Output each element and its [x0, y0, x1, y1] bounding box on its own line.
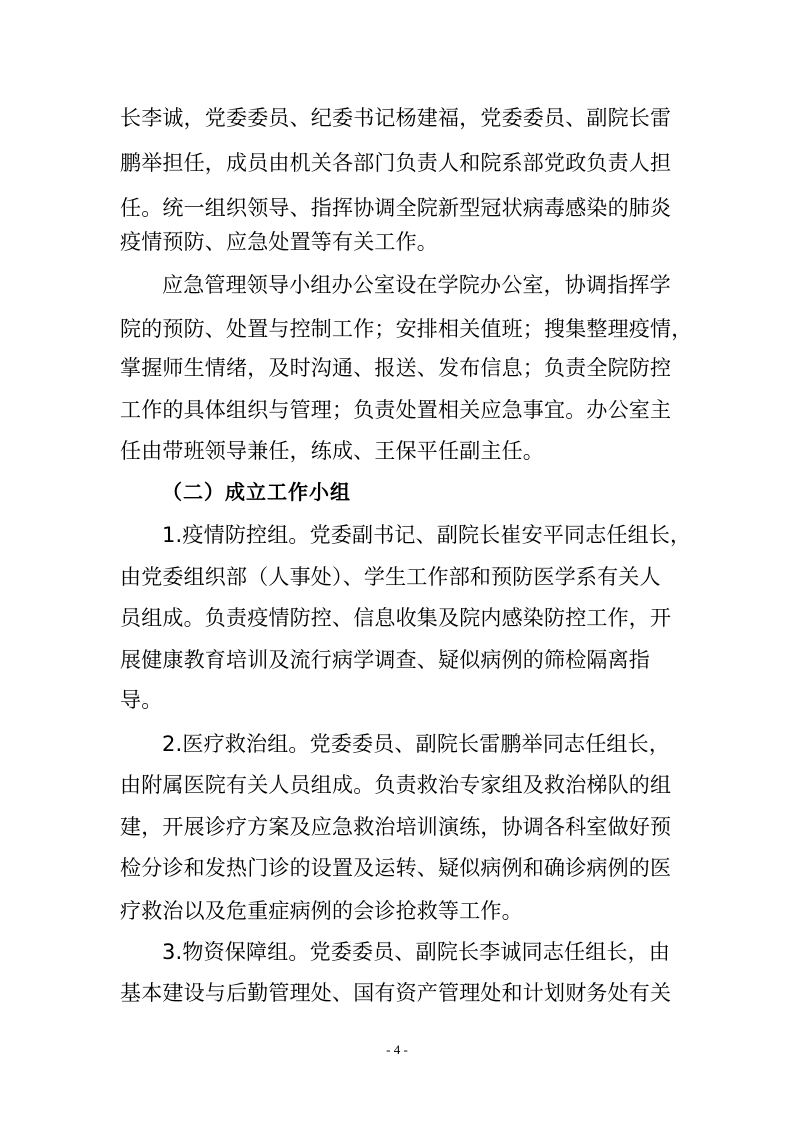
paragraph-first-line: 3.物资保障组。党委委员、副院长李诚同志任组长，由 — [162, 940, 671, 964]
body-text-line: 导。 — [120, 688, 163, 712]
body-text-line: 建，开展诊疗方案及应急救治培训演练，协调各科室做好预 — [120, 815, 672, 839]
body-text-line: 长李诚，党委委员、纪委书记杨建福，党委委员、副院长雷 — [120, 106, 672, 130]
body-text-line: 鹏举担任，成员由机关各部门负责人和院系部党政负责人担 — [120, 151, 672, 175]
body-text-line: 院的预防、处置与控制工作；安排相关值班；搜集整理疫情， — [120, 317, 693, 341]
paragraph-first-line: 1.疫情防控组。党委副书记、副院长崔安平同志任组长， — [162, 523, 692, 547]
paragraph-first-line: 2.医疗救治组。党委委员、副院长雷鹏举同志任组长， — [162, 732, 671, 756]
paragraph-first-line: 应急管理领导小组办公室设在学院办公室，协调指挥学 — [162, 273, 671, 297]
body-text-line: 任由带班领导兼任，练成、王保平任副主任。 — [120, 439, 544, 463]
body-text-line: 疫情预防、应急处置等有关工作。 — [120, 230, 438, 254]
body-text-line: 掌握师生情绪，及时沟通、报送、发布信息；负责全院防控 — [120, 356, 672, 380]
body-text-line: 员组成。负责疫情防控、信息收集及院内感染防控工作，开 — [120, 606, 672, 630]
page-number: - 4 - — [386, 1042, 408, 1057]
body-text-line: 展健康教育培训及流行病学调查、疑似病例的筛检隔离指 — [120, 648, 650, 672]
body-text-line: 疗救治以及危重症病例的会诊抢救等工作。 — [120, 899, 523, 923]
body-text-line: 基本建设与后勤管理处、国有资产管理处和计划财务处有关 — [120, 981, 672, 1005]
section-heading: （二）成立工作小组 — [162, 480, 351, 504]
body-text-line: 由附属医院有关人员组成。负责救治专家组及救治梯队的组 — [120, 773, 672, 797]
body-text-line: 任。统一组织领导、指挥协调全院新型冠状病毒感染的肺炎 — [120, 196, 672, 220]
body-text-line: 工作的具体组织与管理；负责处置相关应急事宜。办公室主 — [120, 398, 672, 422]
body-text-line: 由党委组织部（人事处）、学生工作部和预防医学系有关人 — [120, 565, 661, 589]
body-text-line: 检分诊和发热门诊的设置及运转、疑似病例和确诊病例的医 — [120, 856, 672, 880]
